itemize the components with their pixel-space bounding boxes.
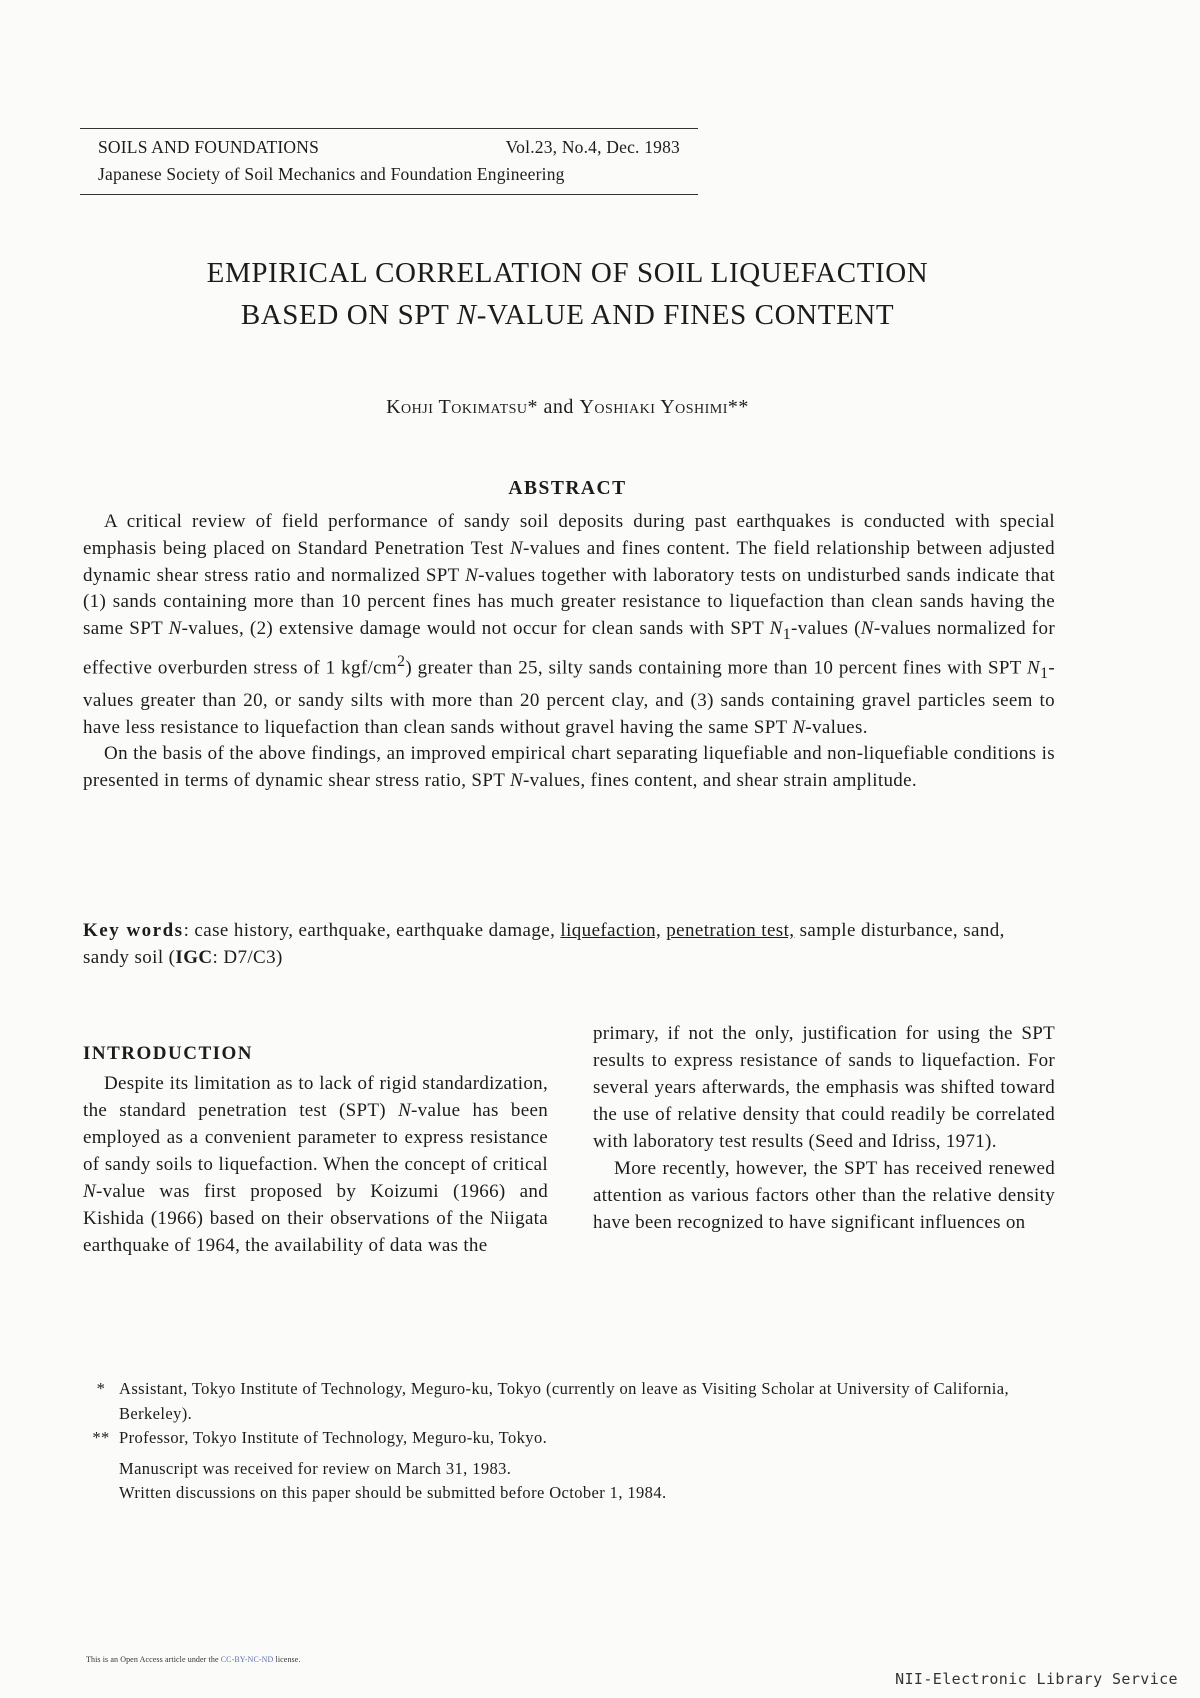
author-2-mark: ** <box>727 396 749 418</box>
keywords <box>83 917 1055 971</box>
author-1: Kohji Tokimatsu <box>386 396 528 418</box>
journal-header <box>80 128 698 195</box>
n-symbol: N <box>465 564 479 586</box>
keyword-liquefaction: liquefaction, <box>560 920 662 941</box>
author-conjunction: and <box>538 396 580 418</box>
title-line-1: EMPIRICAL CORRELATION OF SOIL LIQUEFACTION <box>206 257 929 289</box>
title-line-2 <box>0 294 1135 336</box>
body-text: -value has been employed as a convenient parameter to express resistance of sandy soils to liquefaction. When the concept of critical <box>83 1100 548 1175</box>
journal-society: Japanese Society of Soil Mechanics and Foundation Engineering <box>98 164 565 184</box>
footnote-2-mark: ** <box>92 1428 110 1447</box>
introduction-left-column <box>83 1040 548 1259</box>
introduction-paragraph-1 <box>83 1070 548 1259</box>
abstract-text: -values. <box>805 716 868 738</box>
abstract-heading: ABSTRACT <box>508 478 627 499</box>
abstract-text: A critical review of field performance of sandy soil deposits during past earthquakes is conducted with special emphasis being placed on Standard Penetration Test <box>83 511 1055 559</box>
paper-title <box>0 252 1135 336</box>
discussion-deadline: Written discussions on this paper should be submitted before October 1, 1984. <box>119 1483 667 1502</box>
footnote-2-text: Professor, Tokyo Institute of Technology, Meguro-ku, Tokyo. <box>119 1428 548 1447</box>
keywords-label: Key words <box>83 920 184 941</box>
abstract-text: -values, fines content, and shear strain amplitude. <box>523 770 918 792</box>
author-1-mark: * <box>527 396 539 418</box>
n-symbol: N <box>398 1100 412 1121</box>
introduction-paragraph-1-continued: primary, if not the only, justification for using the SPT results to express resistance of sands to liquefaction. For several years afterwards, the emphasis was shifted toward the use of relative density that could readily be correlated with laboratory test results (Seed and Idriss, 1971). <box>593 1023 1055 1152</box>
footnote-1-text: Assistant, Tokyo Institute of Technology, Meguro-ku, Tokyo (currently on leave as Visiting Scholar at University of California, Berkeley). <box>119 1379 1009 1423</box>
subscript-1: 1 <box>782 625 791 643</box>
igc-value: : D7/C3) <box>212 947 283 968</box>
n-symbol: N <box>1027 657 1041 679</box>
license-link[interactable]: CC-BY-NC-ND <box>220 1655 274 1664</box>
journal-header-row <box>98 134 680 161</box>
title-line-2-pre: BASED ON SPT <box>240 299 457 331</box>
abstract-text: -values greater than 20, or sandy silts with more than 20 percent clay, and (3) sands containing gravel particles seem to have less resistance to liquefaction than clean sands without gravel having the same SPT <box>83 657 1056 738</box>
abstract-paragraph-1 <box>83 509 1055 741</box>
n-symbol: N <box>509 770 523 792</box>
igc-label: IGC <box>175 947 213 968</box>
abstract-text: -values together with laboratory tests on undisturbed sands indicate that (1) sands containing more than 10 percent fines has much greater resistance to liquefaction than clean sands having the same SPT <box>83 564 1055 640</box>
body-text: Despite its limitation as to lack of rigid standardization, the standard penetration test (SPT) <box>83 1073 548 1121</box>
abstract-body <box>83 509 1055 795</box>
keywords-colon: : <box>183 920 195 941</box>
keyword-penetration-test: penetration test, <box>666 920 795 941</box>
keywords-text: case history, earthquake, earthquake damage, <box>194 920 561 941</box>
abstract-text: -values normalized for effective overburden stress of 1 kgf/cm <box>83 618 1056 679</box>
author-2: Yoshiaki Yoshimi <box>579 396 728 418</box>
abstract-text: ) greater than 25, silty sands containing more than 10 percent fines with SPT <box>405 657 1028 679</box>
abstract-text: -values, (2) extensive damage would not occur for clean sands with SPT <box>181 618 770 640</box>
journal-issue: Vol.23, No.4, Dec. 1983 <box>505 137 680 157</box>
abstract-text: -values ( <box>790 618 861 640</box>
title-line-2-n: N <box>456 299 477 331</box>
nii-service-label: NII-Electronic Library Service <box>895 1670 1178 1688</box>
license-notice <box>86 1655 301 1664</box>
introduction-paragraph-2: More recently, however, the SPT has received renewed attention as various factors other than the relative density have been recognized to have significant influences on <box>593 1158 1055 1233</box>
superscript-2: 2 <box>397 652 406 670</box>
authors <box>0 396 1135 419</box>
license-text: license. <box>273 1655 301 1664</box>
n-symbol: N <box>769 618 783 640</box>
n-symbol: N <box>510 537 524 559</box>
manuscript-received: Manuscript was received for review on March 31, 1983. <box>119 1458 512 1478</box>
title-line-2-post: -VALUE AND FINES CONTENT <box>476 299 895 331</box>
subscript-1: 1 <box>1040 664 1049 682</box>
abstract-text: -values and fines content. The field relationship between adjusted dynamic shear stress ratio and normalized SPT <box>83 537 1056 586</box>
n-symbol: N <box>860 618 874 640</box>
footnotes <box>83 1377 1063 1506</box>
introduction-right-column <box>593 1020 1055 1236</box>
footnote-2 <box>83 1426 1063 1451</box>
introduction-heading: INTRODUCTION <box>83 1043 254 1064</box>
n-symbol: N <box>168 618 182 640</box>
n-symbol: N <box>792 716 806 738</box>
footnote-1 <box>83 1377 1063 1426</box>
body-text: -value was first proposed by Koizumi (1966) and Kishida (1966) based on their observations of the Niigata earthquake of 1964, the availability of data was the <box>83 1181 548 1256</box>
n-symbol: N <box>83 1181 96 1202</box>
abstract-text: On the basis of the above findings, an improved empirical chart separating liquefiable and non-liquefiable conditions is presented in terms of dynamic shear stress ratio, SPT <box>83 743 1055 792</box>
journal-name: SOILS AND FOUNDATIONS <box>98 137 320 157</box>
footnote-1-mark: * <box>96 1379 106 1398</box>
keywords-text: sample disturbance, sand, sandy soil ( <box>83 920 1005 968</box>
license-text: This is an Open Access article under the <box>86 1655 221 1664</box>
abstract-paragraph-2 <box>83 741 1055 795</box>
